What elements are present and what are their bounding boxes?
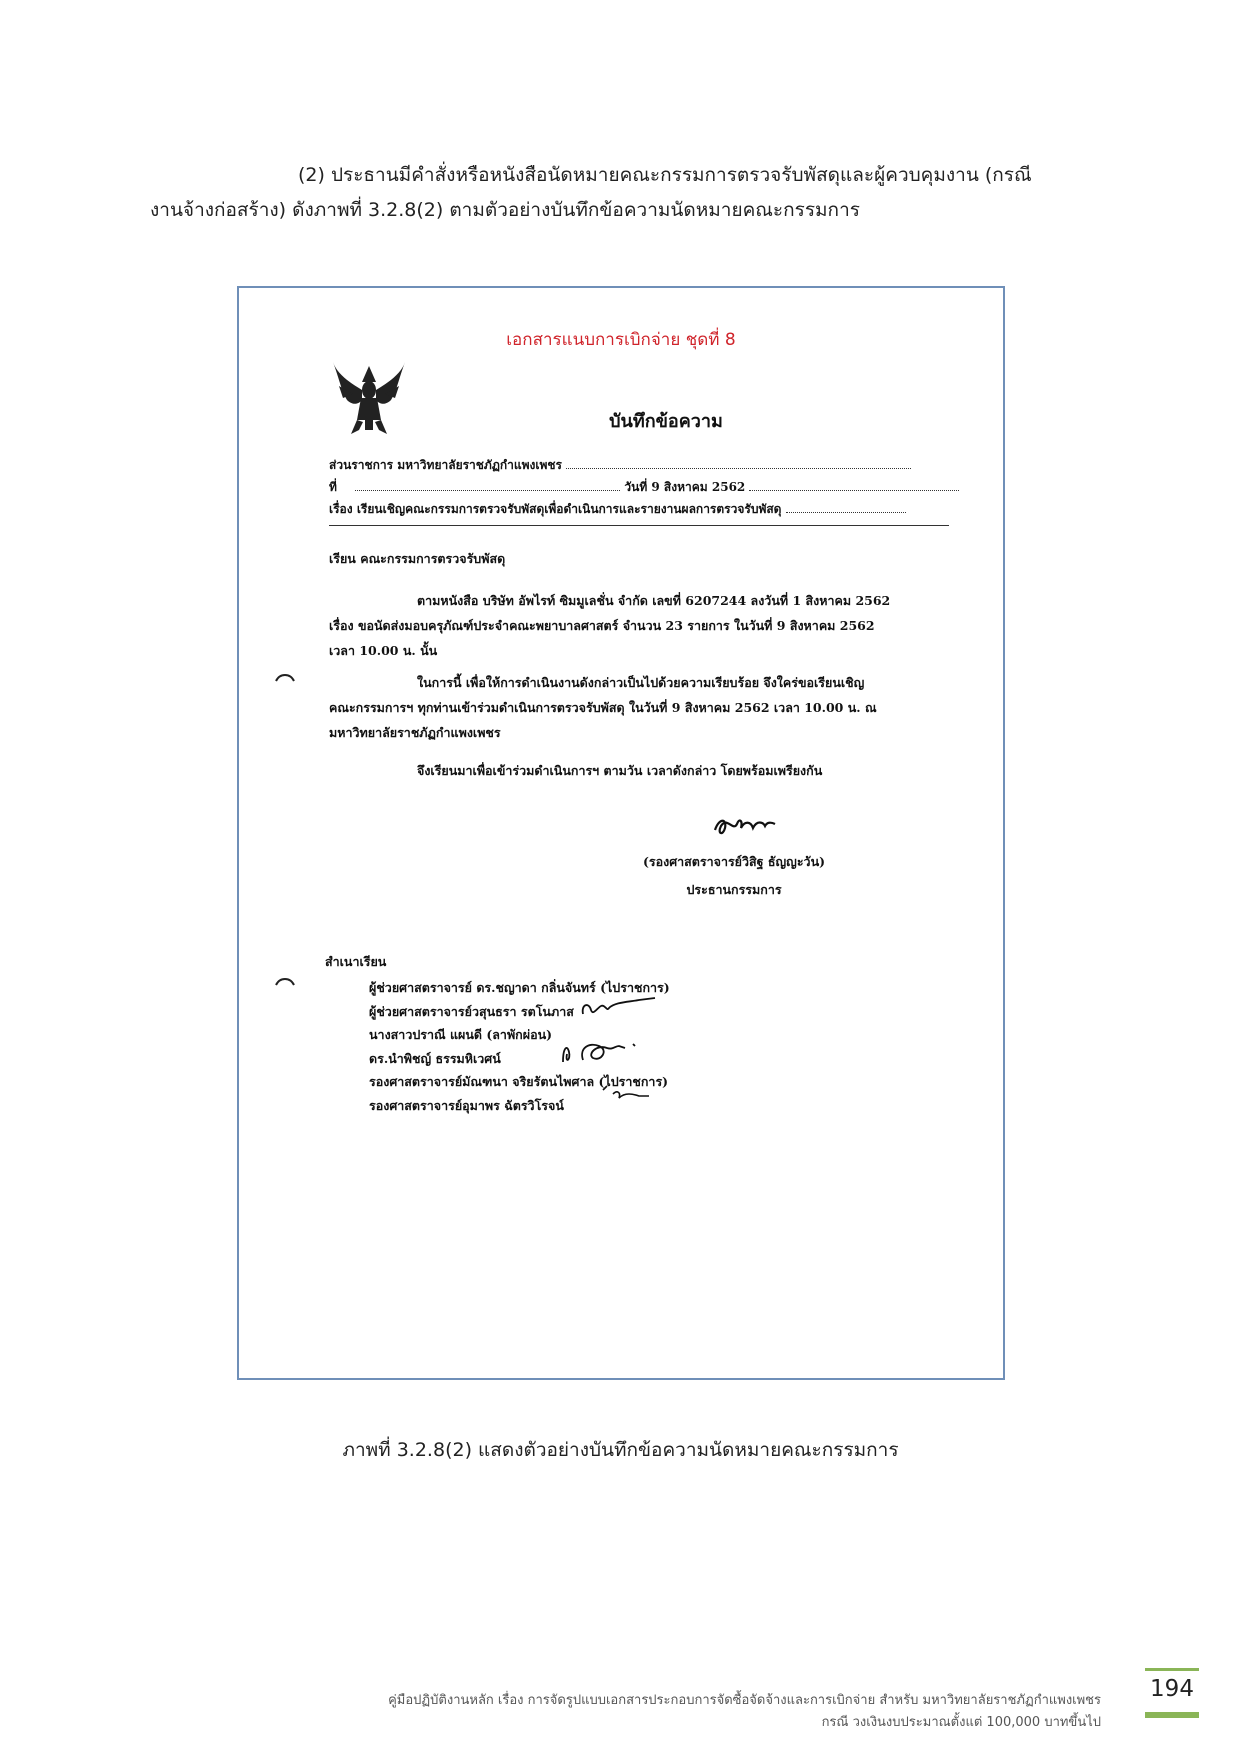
cc-item: ดร.นำพิชญ์ ธรรมหิเวศน์: [369, 1050, 501, 1066]
intro-line-2: งานจ้างก่อสร้าง) ดังภาพที่ 3.2.8(2) ตามตัวอย่างบันทึกข้อความนัดหมายคณะกรรมการ: [150, 199, 860, 221]
dotted-line: [749, 478, 959, 491]
chairman-signature: [709, 808, 779, 842]
cc-item: รองศาสตราจารย์อุมาพร ฉัตรวิโรจน์: [369, 1097, 564, 1113]
dotted-line: [355, 478, 620, 491]
dotted-line: [786, 500, 906, 513]
paragraph-2-line: มหาวิทยาลัยราชภัฏกำแพงเพชร: [329, 725, 501, 740]
memo-title: บันทึกข้อความ: [609, 411, 723, 432]
punch-hole-mark: [275, 976, 295, 986]
footer-line-2: กรณี วงเงินงบประมาณตั้งแต่ 100,000 บาทขึ้นไป: [821, 1715, 1101, 1730]
cc-heading: สำเนาเรียน: [325, 954, 387, 969]
cc-item: นางสาวปราณี แผนดี (ลาพักผ่อน): [369, 1027, 553, 1042]
reference-label: ที่: [329, 480, 337, 494]
paragraph-1-line: ตามหนังสือ บริษัท อัพไรท์ ซิมมูเลชั่น จำกัด เลขที่ 6207244 ลงวันที่ 1 สิงหาคม 2562: [417, 593, 891, 608]
page-footer: [388, 1690, 1101, 1734]
intro-line-1: (2) ประธานมีคำสั่งหรือหนังสือนัดหมายคณะกรรมการตรวจรับพัสดุและผู้ควบคุมงาน (กรณี: [298, 164, 1032, 186]
page-number: 194: [1150, 1676, 1194, 1702]
closing-line: [329, 758, 954, 783]
memo-document: [239, 288, 1003, 1378]
reference-row: [329, 478, 959, 497]
agency-value: มหาวิทยาลัยราชภัฏกำแพงเพชร: [397, 458, 562, 472]
cc-item: รองศาสตราจารย์มัณฑนา จริยรัตนไพศาล (ไปราชการ): [369, 1074, 669, 1089]
cc-signature: [559, 1038, 649, 1068]
to-line: เรียน คณะกรรมการตรวจรับพัสดุ: [329, 551, 506, 566]
dotted-line: [566, 456, 911, 469]
subject-row: [329, 500, 959, 519]
figure-caption: ภาพที่ 3.2.8(2) แสดงตัวอย่างบันทึกข้อความนัดหมายคณะกรรมการ: [342, 1439, 899, 1461]
paragraph-2: [329, 670, 954, 745]
subject-label: เรื่อง: [329, 502, 353, 516]
paragraph-1-line: เรื่อง ขอนัดส่งมอบครุภัณฑ์ประจำคณะพยาบาลศาสตร์ จำนวน 23 รายการ ในวันที่ 9 สิงหาคม 2562: [329, 618, 875, 633]
cc-item: ผู้ช่วยศาสตราจารย์ ดร.ชญาดา กลิ่นจันทร์ (ไปราชการ): [369, 980, 670, 995]
paragraph-2-line: คณะกรรมการฯ ทุกท่านเข้าร่วมดำเนินการตรวจรับพัสดุ ในวันที่ 9 สิงหาคม 2562 เวลา 10.00 น. ณ: [329, 700, 877, 715]
page-number-rule-bottom: [1145, 1712, 1199, 1718]
cc-signature: [599, 1084, 651, 1104]
cc-item: ผู้ช่วยศาสตราจารย์วสุนธรา รตโนภาส: [369, 1003, 574, 1019]
footer-line-1: คู่มือปฏิบัติงานหลัก เรื่อง การจัดรูปแบบเอกสารประกอบการจัดซื้อจัดจ้างและการเบิกจ่าย สำหรับ มหาวิทยาลัยราชภัฏกำแพงเพชร: [388, 1693, 1101, 1708]
subject-value: เรียนเชิญคณะกรรมการตรวจรับพัสดุเพื่อดำเนินการและรายงานผลการตรวจรับพัสดุ: [356, 502, 782, 516]
paragraph-1: [329, 588, 954, 663]
signer-name: (รองศาสตราจารย์วิสิฐ ธัญญะวัน): [642, 854, 826, 869]
intro-paragraph: [150, 158, 1095, 228]
header-divider: [329, 525, 949, 526]
signer-position: ประธานกรรมการ: [686, 882, 782, 897]
memo-figure: [237, 286, 1005, 1380]
paragraph-1-line: เวลา 10.00 น. นั้น: [329, 643, 438, 658]
paragraph-2-line: ในการนี้ เพื่อให้การดำเนินงานดังกล่าวเป็นไปด้วยความเรียบร้อย จึงใคร่ขอเรียนเชิญ: [417, 675, 865, 690]
date-value: วันที่ 9 สิงหาคม 2562: [624, 480, 746, 494]
agency-label: ส่วนราชการ: [329, 458, 394, 472]
closing-text: จึงเรียนมาเพื่อเข้าร่วมดำเนินการฯ ตามวัน เวลาดังกล่าว โดยพร้อมเพรียงกัน: [417, 763, 823, 778]
attachment-title: เอกสารแนบการเบิกจ่าย ชุดที่ 8: [506, 330, 736, 350]
page-number-rule-top: [1145, 1668, 1199, 1671]
cc-signature: [579, 994, 657, 1020]
agency-row: [329, 456, 959, 475]
punch-hole-mark: [275, 672, 295, 682]
